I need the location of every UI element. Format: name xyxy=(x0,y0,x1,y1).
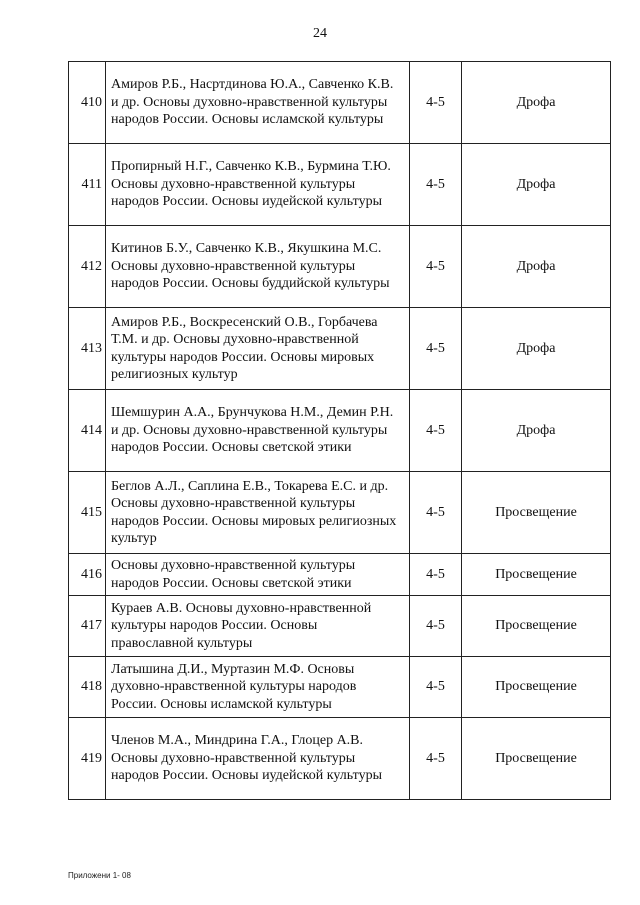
row-number: 411 xyxy=(69,144,106,226)
publisher: Дрофа xyxy=(462,144,611,226)
book-title: Членов М.А., Миндрина Г.А., Глоцер А.В. Основы духовно-нравственной культуры народов России. Основы иудейской культуры xyxy=(106,718,410,800)
grade-range: 4-5 xyxy=(410,226,462,308)
grade-range: 4-5 xyxy=(410,554,462,596)
grade-range: 4-5 xyxy=(410,657,462,718)
publisher: Дрофа xyxy=(462,62,611,144)
publisher: Просвещение xyxy=(462,472,611,554)
grade-range: 4-5 xyxy=(410,718,462,800)
row-number: 412 xyxy=(69,226,106,308)
row-number: 418 xyxy=(69,657,106,718)
table-row xyxy=(69,596,611,657)
textbook-table xyxy=(68,61,611,800)
row-number: 414 xyxy=(69,390,106,472)
page-number: 24 xyxy=(313,26,327,41)
grade-range: 4-5 xyxy=(410,472,462,554)
book-title: Пропирный Н.Г., Савченко К.В., Бурмина Т.Ю. Основы духовно-нравственной культуры народов России. Основы иудейской культуры xyxy=(106,144,410,226)
publisher: Дрофа xyxy=(462,308,611,390)
grade-range: 4-5 xyxy=(410,390,462,472)
row-number: 419 xyxy=(69,718,106,800)
footer-note: Приложени 1- 08 xyxy=(68,871,131,880)
grade-range: 4-5 xyxy=(410,596,462,657)
table-row xyxy=(69,62,611,144)
book-title: Кураев А.В. Основы духовно-нравственной культуры народов России. Основы православной культуры xyxy=(106,596,410,657)
book-title: Амиров Р.Б., Насртдинова Ю.А., Савченко К.В. и др. Основы духовно-нравственной культуры народов России. Основы исламской культуры xyxy=(106,62,410,144)
publisher: Просвещение xyxy=(462,718,611,800)
publisher: Просвещение xyxy=(462,657,611,718)
book-title: Китинов Б.У., Савченко К.В., Якушкина М.С. Основы духовно-нравственной культуры народов России. Основы буддийской культуры xyxy=(106,226,410,308)
grade-range: 4-5 xyxy=(410,62,462,144)
row-number: 415 xyxy=(69,472,106,554)
table-row xyxy=(69,657,611,718)
row-number: 413 xyxy=(69,308,106,390)
table-row xyxy=(69,718,611,800)
row-number: 410 xyxy=(69,62,106,144)
book-title: Шемшурин А.А., Брунчукова Н.М., Демин Р.Н. и др. Основы духовно-нравственной культуры народов России. Основы светской этики xyxy=(106,390,410,472)
table-row xyxy=(69,308,611,390)
publisher: Просвещение xyxy=(462,596,611,657)
book-title: Амиров Р.Б., Воскресенский О.В., Горбачева Т.М. и др. Основы духовно-нравственной культуры народов России. Основы мировых религиозных культур xyxy=(106,308,410,390)
publisher: Дрофа xyxy=(462,226,611,308)
book-title: Основы духовно-нравственной культуры народов России. Основы светской этики xyxy=(106,554,410,596)
book-title: Беглов А.Л., Саплина Е.В., Токарева Е.С. и др. Основы духовно-нравственной культуры народов России. Основы мировых религиозных культур xyxy=(106,472,410,554)
table-row xyxy=(69,390,611,472)
book-title: Латышина Д.И., Муртазин М.Ф. Основы духовно-нравственной культуры народов России. Основы исламской культуры xyxy=(106,657,410,718)
table-row xyxy=(69,472,611,554)
grade-range: 4-5 xyxy=(410,144,462,226)
table-row xyxy=(69,554,611,596)
publisher: Дрофа xyxy=(462,390,611,472)
publisher: Просвещение xyxy=(462,554,611,596)
table-row xyxy=(69,144,611,226)
row-number: 416 xyxy=(69,554,106,596)
row-number: 417 xyxy=(69,596,106,657)
grade-range: 4-5 xyxy=(410,308,462,390)
table-row xyxy=(69,226,611,308)
